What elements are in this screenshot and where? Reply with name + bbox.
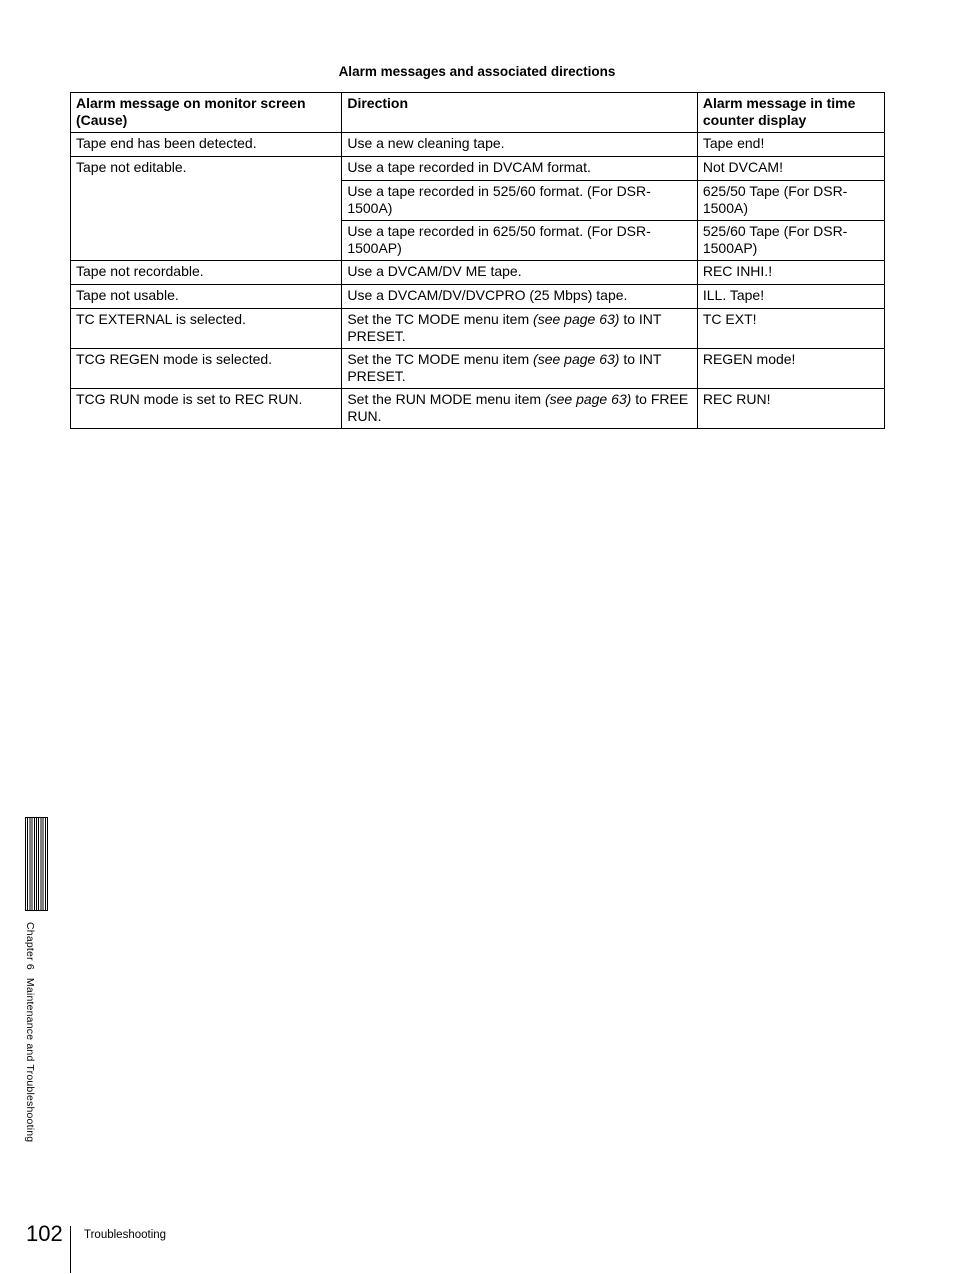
footer-section-title: Troubleshooting xyxy=(84,1229,167,1241)
header-cause: Alarm message on monitor screen (Cause) xyxy=(71,93,342,133)
cause-cell: TCG RUN mode is set to REC RUN. xyxy=(71,389,342,429)
header-direction: Direction xyxy=(342,93,698,133)
table-header-row xyxy=(71,93,885,133)
counter-cell: REGEN mode! xyxy=(697,349,884,389)
cause-cell: Tape not editable. xyxy=(71,157,342,261)
page-reference: (see page 63) xyxy=(533,351,620,367)
cause-cell: Tape not usable. xyxy=(71,285,342,309)
direction-cell: Use a new cleaning tape. xyxy=(342,133,698,157)
direction-cell xyxy=(342,309,698,349)
table-title: Alarm messages and associated directions xyxy=(338,64,616,79)
alarm-messages-table xyxy=(70,92,885,429)
page-reference: (see page 63) xyxy=(533,311,620,327)
direction-text: Set the TC MODE menu item xyxy=(347,351,534,367)
counter-cell: TC EXT! xyxy=(697,309,884,349)
direction-cell xyxy=(342,389,698,429)
cause-cell: Tape end has been detected. xyxy=(71,133,342,157)
footer-divider xyxy=(70,1226,71,1273)
table-row xyxy=(71,349,885,389)
chapter-thumb-tab xyxy=(25,817,48,911)
direction-text: to FREE RUN. xyxy=(347,391,689,424)
counter-cell: Tape end! xyxy=(697,133,884,157)
direction-cell: Use a tape recorded in DVCAM format. xyxy=(342,157,698,181)
direction-cell: Use a DVCAM/DV ME tape. xyxy=(342,261,698,285)
cause-cell: TCG REGEN mode is selected. xyxy=(71,349,342,389)
counter-cell: ILL. Tape! xyxy=(697,285,884,309)
table-row xyxy=(71,389,885,429)
cause-cell: TC EXTERNAL is selected. xyxy=(71,309,342,349)
table-row xyxy=(71,261,885,285)
direction-text: to INT PRESET. xyxy=(347,311,662,344)
direction-cell: Use a DVCAM/DV/DVCPRO (25 Mbps) tape. xyxy=(342,285,698,309)
cause-cell: Tape not recordable. xyxy=(71,261,342,285)
counter-cell: 625/50 Tape (For DSR-1500A) xyxy=(697,181,884,221)
direction-cell: Use a tape recorded in 525/60 format. (For DSR-1500A) xyxy=(342,181,698,221)
direction-cell: Use a tape recorded in 625/50 format. (For DSR-1500AP) xyxy=(342,221,698,261)
counter-cell: REC INHI.! xyxy=(697,261,884,285)
header-counter-display: Alarm message in time counter display xyxy=(697,93,884,133)
counter-cell: REC RUN! xyxy=(697,389,884,429)
direction-text: Set the TC MODE menu item xyxy=(347,311,534,327)
table-row xyxy=(71,309,885,349)
direction-text: to INT PRESET. xyxy=(347,351,662,384)
page-reference: (see page 63) xyxy=(544,391,632,407)
chapter-number: Chapter 6 xyxy=(24,922,36,970)
direction-text: Set the RUN MODE menu item xyxy=(347,391,545,407)
page-number: 102 xyxy=(26,1221,63,1246)
chapter-title: Maintenance and Troubleshooting xyxy=(24,977,36,1143)
direction-cell xyxy=(342,349,698,389)
table-row xyxy=(71,285,885,309)
counter-cell: 525/60 Tape (For DSR-1500AP) xyxy=(697,221,884,261)
table-row xyxy=(71,157,885,181)
chapter-side-label xyxy=(24,922,36,1142)
table-row xyxy=(71,133,885,157)
counter-cell: Not DVCAM! xyxy=(697,157,884,181)
